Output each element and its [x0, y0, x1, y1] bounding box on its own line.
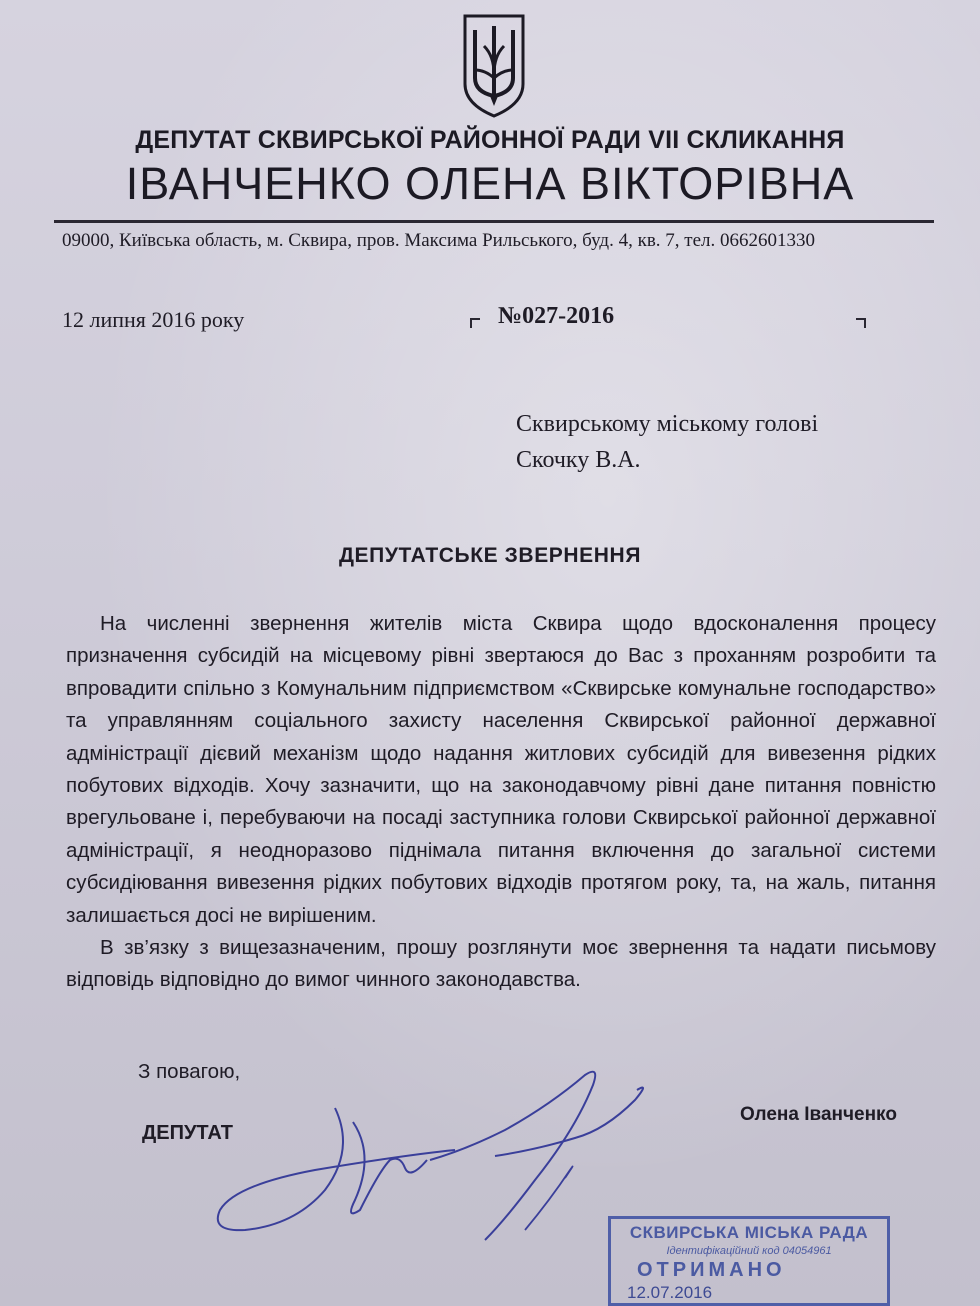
document-date: 12 липня 2016 року: [62, 307, 245, 332]
signer-title: ДЕПУТАТ: [142, 1122, 234, 1144]
stamp-organization: СКВИРСЬКА МІСЬКА РАДА: [629, 1223, 869, 1242]
document-title: ДЕПУТАТСЬКЕ ЗВЕРНЕННЯ: [338, 544, 642, 567]
handwritten-signature: [205, 1060, 675, 1260]
recipient-position: Сквирському міському голові: [516, 411, 819, 437]
recipient-name: Скочку В.А.: [516, 447, 641, 473]
closing-phrase: З повагою,: [138, 1060, 241, 1083]
header-divider: [54, 220, 934, 223]
stamp-date: 12.07.2016: [627, 1283, 713, 1302]
received-stamp: [608, 1216, 890, 1306]
stamp-received-label: ОТРИМАНО: [637, 1259, 786, 1281]
stamp-code: Ідентифікаційний код 04054961: [666, 1245, 832, 1257]
header-name: ІВАНЧЕНКО ОЛЕНА ВІКТОРІВНА: [125, 158, 855, 209]
document-number: №027-2016: [498, 303, 615, 329]
number-bracket-left: [470, 318, 480, 328]
header-address: 09000, Київська область, м. Сквира, пров. Максима Рильського, буд. 4, кв. 7, тел. 0662601330: [62, 230, 816, 251]
trident-coat-of-arms-icon: [461, 12, 527, 118]
document-body: [66, 608, 936, 997]
signer-name: Олена Іванченко: [740, 1104, 897, 1125]
header-title: ДЕПУТАТ СКВИРСЬКОЇ РАЙОННОЇ РАДИ VII СКЛИКАННЯ: [135, 126, 845, 154]
body-paragraph-2: В зв’язку з вищезазначеним, прошу розглянути моє звернення та надати письмову відповідь відповідно до вимог чинного законодавства.: [66, 936, 936, 992]
body-paragraph-1: На численні звернення жителів міста Сквира щодо вдосконалення процесу призначення субсидій на місцевому рівні звертаюся до Вас з проханням розробити та впровадити спільно з Комунальним підприємством «Сквирське комунальне господарство» та управлянням соціального захисту населення Сквирської районної державної адміністрації дієвий механізм щодо надання житлових субсидій для вивезення рідких побутових відходів. Хочу зазначити, що на законодавчому рівні дане питання повністю врегульоване і, перебуваючи на посаді заступника голови Сквирської районної державної адміністрації, я неодноразово піднімала питання включення до загальної системи субсидіювання вивезення рідких побутових відходів протягом року, та, на жаль, питання залишається досі не вирішеним.: [66, 612, 936, 927]
recipient-block: [516, 406, 818, 478]
number-bracket-right: [856, 318, 866, 328]
